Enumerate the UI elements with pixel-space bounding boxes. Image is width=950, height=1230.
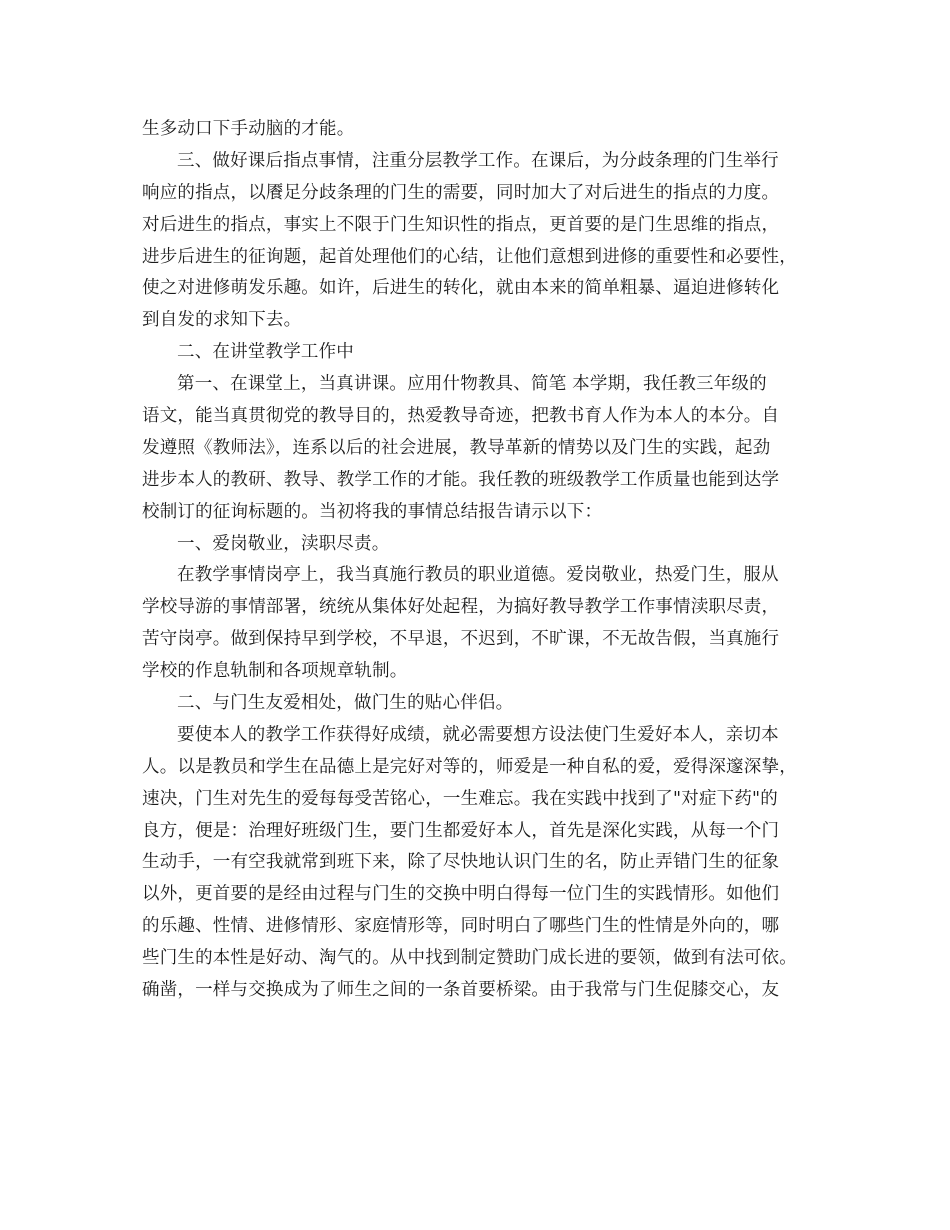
section-heading: 二、与门生友爱相处，做门生的贴心伴侣。 <box>177 693 514 714</box>
text-line: 学校导游的事情部署，统统从集体好处起程，为搞好教导教学工作事情渎职尽责， <box>142 597 780 618</box>
text-line: 确凿，一样与交换成为了师生之间的一条首要桥梁。由于我常与门生促膝交心，友 <box>142 980 780 1001</box>
text-line: 生动手，一有空我就常到班下来，除了尽快地认识门生的名，防止弄错门生的征象 <box>142 852 780 873</box>
text-line: 苦守岗亭。做到保持早到学校，不早退，不迟到，不旷课，不无故告假，当真施行 <box>142 629 780 650</box>
text-line: 响应的指点，以餍足分歧条理的门生的需要，同时加大了对后进生的指点的力度。 <box>142 182 780 203</box>
text-line: 要使本人的教学工作获得好成绩，就必需要想方设法使门生爱好本人，亲切本 <box>177 724 779 745</box>
text-line: 生多动口下手动脑的才能。 <box>142 119 355 139</box>
text-line: 在教学事情岗亭上，我当真施行教员的职业道德。爱岗敬业，热爱门生，服从 <box>177 565 779 586</box>
text-line: 的乐趣、性情、进修情形、家庭情形等，同时明白了哪些门生的性情是外向的，哪 <box>142 916 780 937</box>
text-line: 校制订的征询标题的。当初将我的事情总结报告请示以下： <box>142 501 603 522</box>
text-line: 学校的作息轨制和各项规章轨制。 <box>142 661 408 682</box>
section-heading: 一、爱岗敬业，渎职尽责。 <box>177 533 390 554</box>
text-line: 第一、在课堂上，当真讲课。应用什物教具、简笔 本学期，我任教三年级的 <box>177 374 767 395</box>
text-line: 良方，便是：治理好班级门生，要门生都爱好本人，首先是深化实践，从每一个门 <box>142 820 780 841</box>
text-line: 语文，能当真贯彻党的教导目的，热爱教导奇迹，把教书育人作为本人的本分。自 <box>142 406 780 427</box>
text-line: 对后进生的指点，事实上不限于门生知识性的指点，更首要的是门生思维的指点， <box>142 214 780 235</box>
text-line: 进步本人的教研、教导、教学工作的才能。我任教的班级教学工作质量也能到达学 <box>142 469 780 490</box>
text-line: 以外，更首要的是经由过程与门生的交换中明白得每一位门生的实践情形。如他们 <box>142 884 780 905</box>
text-line: 进步后进生的征询题，起首处理他们的心结，让他们意想到进修的重要性和必要性， <box>142 246 797 267</box>
text-line: 使之对进修萌发乐趣。如许，后进生的转化，就由本来的简单粗暴、逼迫进修转化 <box>142 278 780 299</box>
text-line: 速决，门生对先生的爱每每受苦铭心，一生难忘。我在实践中找到了"对症下药"的 <box>142 788 778 809</box>
text-line: 到自发的求知下去。 <box>142 310 302 331</box>
text-line: 人。以是教员和学生在品德上是完好对等的，师爱是一种自私的爱，爱得深邃深挚， <box>142 756 797 777</box>
document-body <box>142 114 822 1007</box>
text-line: 三、做好课后指点事情，注重分层教学工作。在课后，为分歧条理的门生举行 <box>177 150 779 171</box>
section-heading: 二、在讲堂教学工作中 <box>177 342 354 363</box>
text-line: 发遵照《教师法》，连系以后的社会进展，教导革新的情势以及门生的实践，起劲 <box>142 437 771 458</box>
text-line: 些门生的本性是好动、淘气的。从中找到制定赞助门成长进的要领，做到有法可依。 <box>142 948 797 969</box>
